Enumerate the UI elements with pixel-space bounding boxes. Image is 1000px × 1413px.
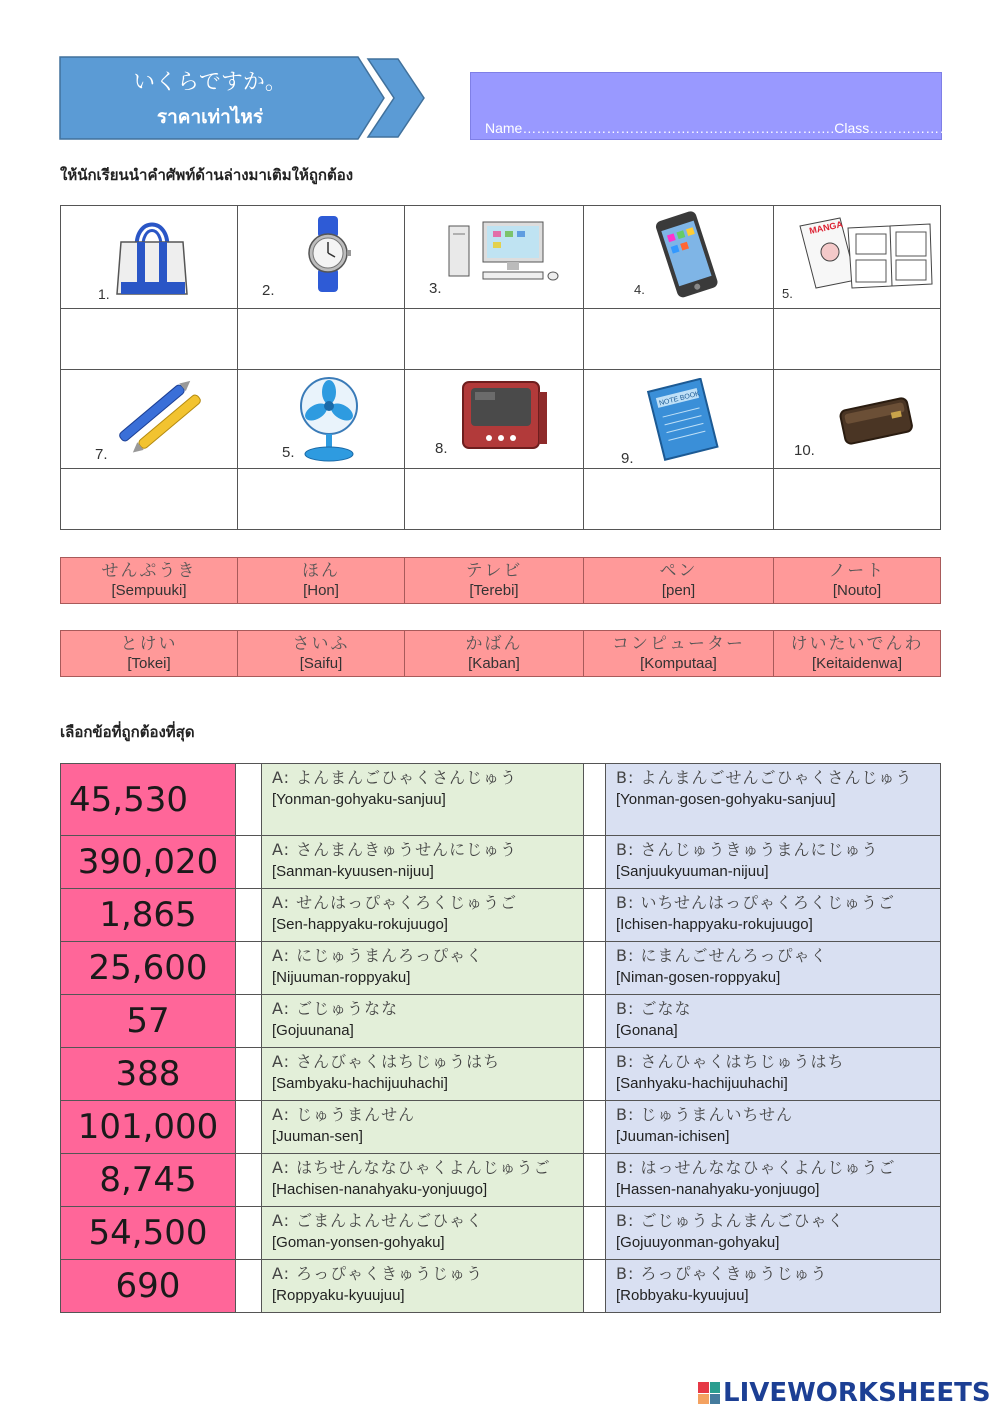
quiz-row	[61, 764, 941, 836]
quiz-row	[61, 1048, 941, 1101]
wallet-icon	[836, 392, 916, 448]
choice-b-romaji: [Yonman-gosen-gohyaku-sanjuu]	[616, 791, 836, 809]
vocab-romaji: [Terebi]	[469, 581, 519, 599]
choice-a-romaji: [Roppyaku-kyuujuu]	[272, 1287, 405, 1305]
choice-b-kana: B: よんまんごせんごひゃくさんじゅう	[616, 768, 913, 787]
choice-a-checkbox[interactable]	[236, 1207, 262, 1260]
quiz-number: 388	[115, 1054, 181, 1094]
answer-cell-3[interactable]	[405, 309, 584, 370]
choice-a-checkbox[interactable]	[236, 889, 262, 942]
choice-b-romaji: [Juuman-ichisen]	[616, 1128, 730, 1146]
vocab-romaji: [Kaban]	[468, 654, 520, 672]
pens-icon	[113, 374, 208, 462]
vocab-kana: ペン	[659, 561, 698, 582]
choice-b-checkbox[interactable]	[584, 942, 606, 995]
name-class-box[interactable]	[470, 72, 958, 140]
choice-a-romaji: [Juuman-sen]	[272, 1128, 363, 1146]
vocab-word-card[interactable]	[238, 631, 405, 677]
choice-b-kana: B: にまんごせんろっぴゃく	[616, 946, 828, 965]
vocab-kana: ほん	[302, 561, 340, 582]
title-japanese: いくらですか。	[133, 70, 287, 95]
choice-a-romaji: [Hachisen-nanahyaku-yonjuugo]	[272, 1181, 488, 1199]
choice-a-romaji: [Gojuunana]	[272, 1022, 354, 1040]
quiz-row	[61, 1260, 941, 1313]
choice-a-kana: A: さんびゃくはちじゅうはち	[272, 1052, 501, 1071]
vocab-kana: テレビ	[465, 561, 523, 582]
choice-a-kana: A: ごじゅうなな	[272, 999, 399, 1018]
choice-b-kana: B: ごなな	[616, 999, 692, 1018]
choice-a-romaji: [Nijuuman-roppyaku]	[272, 969, 411, 987]
choice-b-option[interactable]	[606, 1101, 941, 1154]
choice-b-checkbox[interactable]	[584, 764, 606, 836]
choice-a-kana: A: にじゅうまんろっぴゃく	[272, 946, 484, 965]
computer-icon	[445, 218, 565, 288]
vocab-table-2	[60, 630, 941, 677]
vocab-word-card[interactable]	[405, 558, 584, 604]
quiz-number: 54,500	[88, 1213, 208, 1253]
quiz-number-cell	[61, 764, 236, 836]
vocab-kana: ノート	[828, 561, 886, 582]
choice-a-romaji: [Sen-happyaku-rokujuugo]	[272, 916, 448, 934]
choice-a-checkbox[interactable]	[236, 1260, 262, 1313]
choice-b-romaji: [Gonana]	[616, 1022, 678, 1040]
quiz-number: 101,000	[77, 1107, 219, 1147]
choice-b-kana: B: はっせんななひゃくよんじゅうご	[616, 1158, 896, 1177]
choice-b-checkbox[interactable]	[584, 1207, 606, 1260]
vocab-word-card[interactable]	[774, 558, 941, 604]
smartphone-icon	[648, 208, 728, 302]
picture-cell-1	[61, 206, 238, 309]
answer-cell-1[interactable]	[61, 309, 238, 370]
picture-cell-8	[405, 370, 584, 469]
quiz-number: 690	[115, 1266, 181, 1306]
choice-b-option[interactable]	[606, 764, 941, 836]
vocab-word-card[interactable]	[61, 631, 238, 677]
choice-b-kana: B: じゅうまんいちせん	[616, 1105, 793, 1124]
vocab-word-card[interactable]	[774, 631, 941, 677]
picture-number: 8.	[435, 440, 448, 457]
vocab-romaji: [pen]	[661, 581, 696, 599]
choice-a-kana: A: せんはっぴゃくろくじゅうご	[272, 893, 518, 912]
choice-a-romaji: [Sambyaku-hachijuuhachi]	[272, 1075, 448, 1093]
choice-b-romaji: [Sanhyaku-hachijuuhachi]	[616, 1075, 788, 1093]
choice-a-checkbox[interactable]	[236, 764, 262, 836]
vocab-romaji: [Tokei]	[127, 654, 171, 672]
choice-b-kana: B: いちせんはっぴゃくろくじゅうご	[616, 893, 895, 912]
vocab-romaji: [Nouto]	[832, 581, 882, 599]
quiz-number: 1,865	[99, 895, 197, 935]
choice-b-checkbox[interactable]	[584, 1101, 606, 1154]
vocab-romaji: [Keitaidenwa]	[811, 654, 903, 672]
vocab-word-card[interactable]	[584, 631, 774, 677]
quiz-row	[61, 836, 941, 889]
picture-cell-3	[405, 206, 584, 309]
choice-a-romaji: [Goman-yonsen-gohyaku]	[272, 1234, 445, 1252]
choice-b-kana: B: さんじゅうきゅうまんにじゅう	[616, 840, 879, 859]
picture-cell-10	[774, 370, 941, 469]
wristwatch-icon	[304, 214, 354, 294]
quiz-number: 390,020	[77, 842, 219, 882]
manga-cover-label: MANGA	[808, 219, 844, 236]
picture-number: 5.	[282, 444, 295, 461]
vocab-word-card[interactable]	[238, 558, 405, 604]
vocab-word-card[interactable]	[405, 631, 584, 677]
answer-cell-2[interactable]	[238, 309, 405, 370]
choice-a-kana: A: じゅうまんせん	[272, 1105, 416, 1124]
choice-b-romaji: [Robbyaku-kyuujuu]	[616, 1287, 749, 1305]
quiz-number: 57	[126, 1001, 170, 1041]
tote-bag-icon	[113, 210, 191, 298]
section2-instruction: เลือกข้อที่ถูกต้องที่สุด	[60, 723, 195, 741]
choice-b-romaji: [Gojuuyonman-gohyaku]	[616, 1234, 780, 1252]
choice-b-checkbox[interactable]	[584, 889, 606, 942]
vocab-kana: せんぷうき	[101, 561, 197, 582]
choice-a-kana: A: よんまんごひゃくさんじゅう	[272, 768, 518, 787]
vocab-kana: けいたいでんわ	[790, 634, 924, 655]
picture-number: 5.	[782, 286, 793, 301]
section1-instruction: ให้นักเรียนนำคำศัพท์ด้านล่างมาเติมให้ถูกต้อง	[60, 166, 354, 184]
choice-b-romaji: [Hassen-nanahyaku-yonjuugo]	[616, 1181, 820, 1199]
choice-a-kana: A: ろっぴゃくきゅうじゅう	[272, 1264, 484, 1283]
choice-a-kana: A: さんまんきゅうせんにじゅう	[272, 840, 518, 859]
choice-a-option[interactable]	[262, 764, 584, 836]
liveworksheets-logo	[698, 1378, 991, 1408]
choice-a-checkbox[interactable]	[236, 1154, 262, 1207]
picture-number: 3.	[429, 280, 442, 297]
choice-a-option[interactable]	[262, 1101, 584, 1154]
choice-b-checkbox[interactable]	[584, 836, 606, 889]
quiz-table	[60, 763, 941, 1313]
choice-a-kana: A: ごまんよんせんごひゃく	[272, 1211, 484, 1230]
choice-a-checkbox[interactable]	[236, 1048, 262, 1101]
picture-number: 4.	[634, 282, 645, 297]
choice-a-checkbox[interactable]	[236, 942, 262, 995]
choice-a-option[interactable]	[262, 995, 584, 1048]
logo-text: LIVEWORKSHEETS	[723, 1378, 991, 1408]
choice-a-checkbox[interactable]	[236, 995, 262, 1048]
choice-b-option[interactable]	[606, 1260, 941, 1313]
picture-number: 10.	[794, 442, 815, 459]
vocab-romaji: [Sempuuki]	[111, 581, 187, 599]
picture-number: 9.	[621, 450, 634, 467]
picture-cell-9	[584, 370, 774, 469]
choice-b-checkbox[interactable]	[584, 1154, 606, 1207]
answer-cell-5[interactable]	[774, 309, 941, 370]
choice-b-romaji: [Niman-gosen-roppyaku]	[616, 969, 781, 987]
picture-number: 1.	[98, 286, 110, 302]
choice-a-romaji: [Sanman-kyuusen-nijuu]	[272, 863, 434, 881]
picture-number: 7.	[95, 446, 108, 463]
vocab-kana: コンピューター	[612, 634, 745, 655]
quiz-row	[61, 1101, 941, 1154]
picture-cell-5	[774, 206, 941, 309]
quiz-row	[61, 1207, 941, 1260]
picture-cell-4	[584, 206, 774, 309]
choice-b-option[interactable]	[606, 836, 941, 889]
vocab-romaji: [Hon]	[303, 581, 339, 599]
vocab-romaji: [Komputaa]	[640, 654, 717, 672]
notebook-icon	[644, 378, 724, 462]
choice-a-option[interactable]	[262, 836, 584, 889]
answer-cell-7[interactable]	[61, 469, 238, 530]
choice-a-checkbox[interactable]	[236, 1101, 262, 1154]
choice-a-kana: A: はちせんななひゃくよんじゅうご	[272, 1158, 551, 1177]
quiz-row	[61, 942, 941, 995]
picture-cell-6	[238, 370, 405, 469]
quiz-number-cell	[61, 1048, 236, 1101]
television-icon	[459, 378, 551, 454]
quiz-number-cell	[61, 1101, 236, 1154]
picture-number: 2.	[262, 282, 275, 299]
choice-b-option[interactable]	[606, 942, 941, 995]
quiz-number: 45,530	[69, 779, 188, 820]
choice-a-option[interactable]	[262, 1260, 584, 1313]
choice-a-option[interactable]	[262, 1207, 584, 1260]
choice-b-kana: B: ごじゅうよんまんごひゃく	[616, 1211, 845, 1230]
choice-b-option[interactable]	[606, 1154, 941, 1207]
choice-b-option[interactable]	[606, 1207, 941, 1260]
electric-fan-icon	[294, 374, 364, 464]
quiz-row	[61, 1154, 941, 1207]
choice-b-kana: B: ろっぴゃくきゅうじゅう	[616, 1264, 828, 1283]
quiz-number-cell	[61, 889, 236, 942]
title-thai: ราคาเท่าไหร่	[156, 106, 264, 128]
name-class-line: Name………………………………………………………….Class……………….	[485, 120, 958, 136]
choice-a-option[interactable]	[262, 1048, 584, 1101]
vocab-word-card[interactable]	[61, 558, 238, 604]
picture-grid	[60, 205, 941, 530]
choice-b-option[interactable]	[606, 1048, 941, 1101]
choice-b-romaji: [Sanjuukyuuman-nijuu]	[616, 863, 769, 881]
choice-b-option[interactable]	[606, 889, 941, 942]
choice-a-option[interactable]	[262, 1154, 584, 1207]
answer-cell-6[interactable]	[238, 469, 405, 530]
choice-a-checkbox[interactable]	[236, 836, 262, 889]
vocab-word-card[interactable]	[584, 558, 774, 604]
choice-a-option[interactable]	[262, 942, 584, 995]
manga-icon	[796, 214, 936, 294]
choice-b-checkbox[interactable]	[584, 1048, 606, 1101]
liveworksheets-logo-icon	[698, 1382, 720, 1404]
quiz-number-cell	[61, 995, 236, 1048]
vocab-romaji: [Saifu]	[299, 654, 343, 672]
quiz-number-cell	[61, 1260, 236, 1313]
quiz-number: 25,600	[88, 948, 208, 988]
quiz-row	[61, 995, 941, 1048]
choice-b-kana: B: さんひゃくはちじゅうはち	[616, 1052, 845, 1071]
choice-b-romaji: [Ichisen-happyaku-rokujuugo]	[616, 916, 813, 934]
choice-b-checkbox[interactable]	[584, 1260, 606, 1313]
picture-cell-2	[238, 206, 405, 309]
quiz-row	[61, 889, 941, 942]
vocab-kana: さいふ	[292, 634, 350, 655]
answer-cell-10[interactable]	[774, 469, 941, 530]
notebook-cover-label: NOTE BOOK	[658, 390, 701, 408]
quiz-number-cell	[61, 942, 236, 995]
choice-b-option[interactable]	[606, 995, 941, 1048]
choice-a-option[interactable]	[262, 889, 584, 942]
answer-cell-4[interactable]	[584, 309, 774, 370]
quiz-number-cell	[61, 1207, 236, 1260]
choice-a-romaji: [Yonman-gohyaku-sanjuu]	[272, 791, 446, 809]
vocab-kana: とけい	[120, 634, 178, 655]
quiz-number-cell	[61, 836, 236, 889]
picture-cell-7	[61, 370, 238, 469]
answer-cell-8[interactable]	[405, 469, 584, 530]
quiz-number: 8,745	[99, 1160, 197, 1200]
answer-cell-9[interactable]	[584, 469, 774, 530]
quiz-number-cell	[61, 1154, 236, 1207]
vocab-kana: かばん	[465, 634, 523, 655]
choice-b-checkbox[interactable]	[584, 995, 606, 1048]
vocab-table-1	[60, 557, 941, 604]
